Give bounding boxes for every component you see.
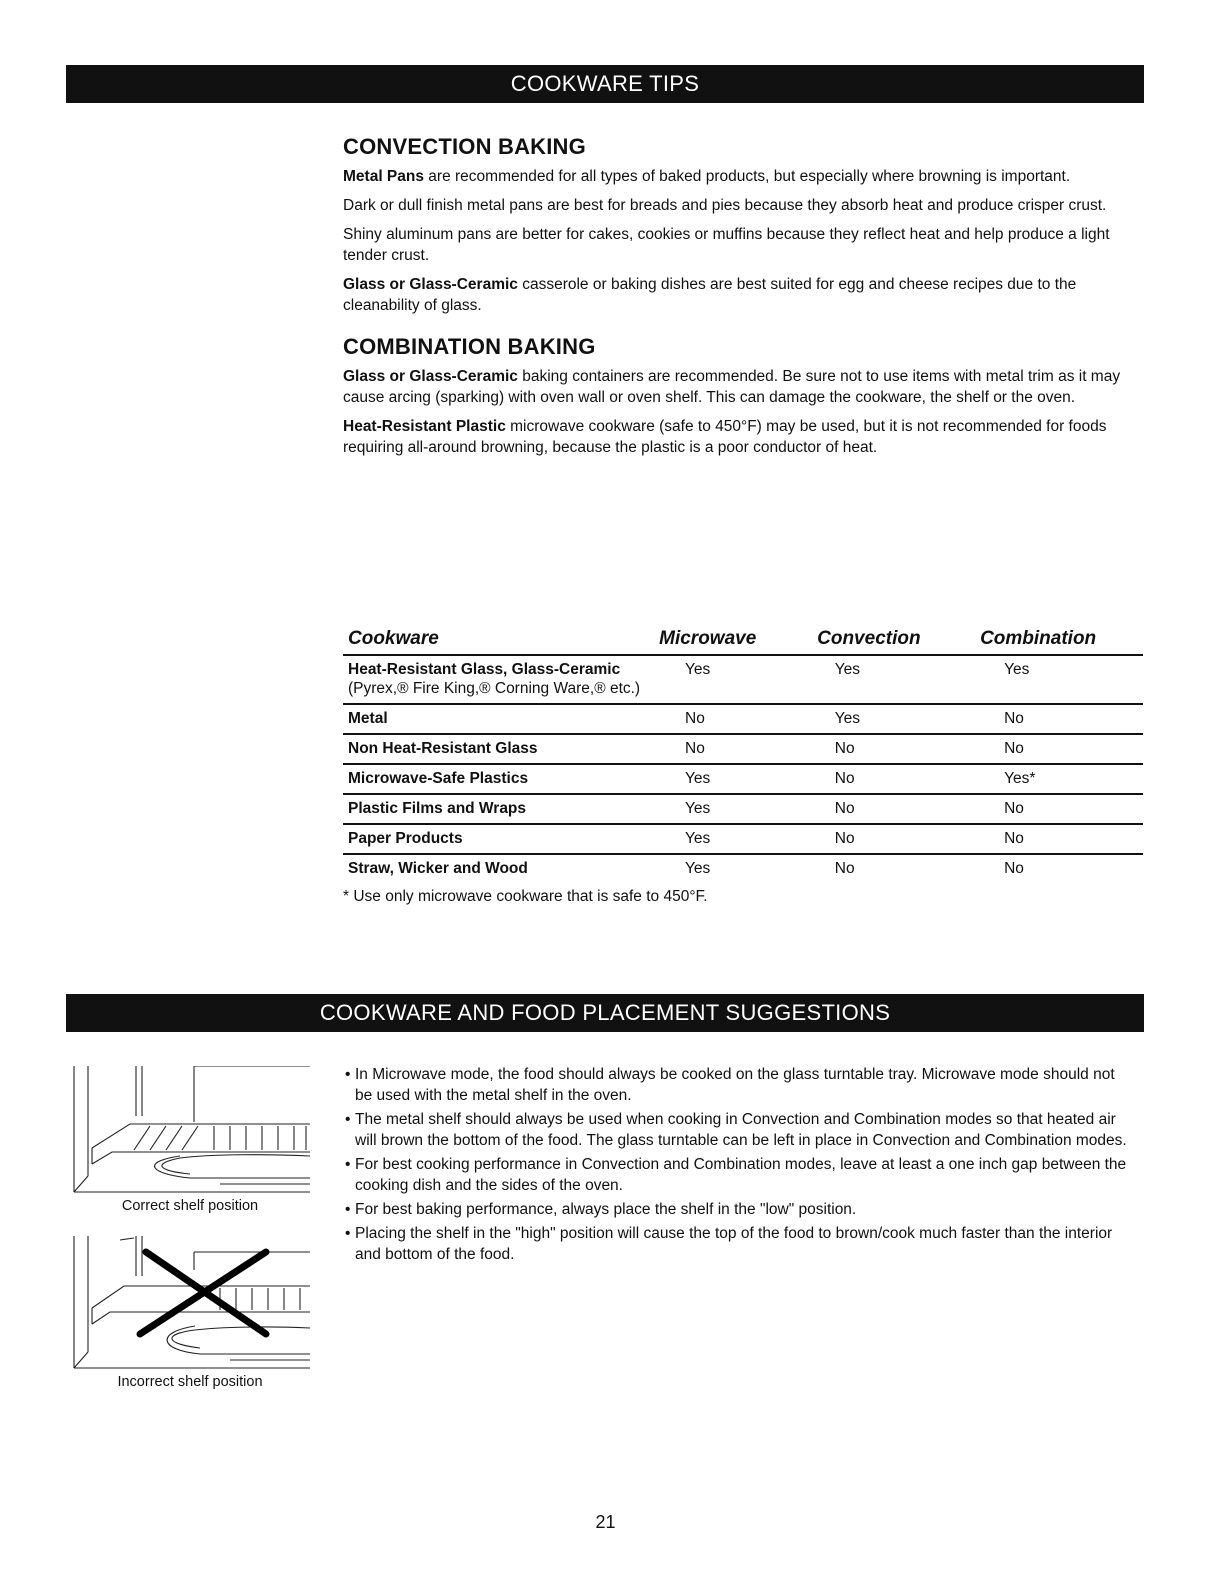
convection-baking-section [343,134,1143,466]
bullet-icon: • [345,1225,351,1242]
microwave-cell: Yes [685,830,711,847]
cookware-examples: (Pyrex,® Fire King,® Corning Ware,® etc.) [348,680,641,697]
bullet-icon: • [345,1111,351,1128]
microwave-cell: Yes [685,661,711,678]
table-row [343,795,1143,825]
convection-cell: No [834,800,855,817]
combination-cell: No [1004,800,1024,817]
table-row [343,825,1143,855]
incorrect-shelf-caption: Incorrect shelf position [117,1374,263,1390]
list-item [343,1109,1133,1151]
convection-paragraph-2: Dark or dull finish metal pans are best for breads and pies because they absorb heat and produce crisper crust. [343,197,1107,214]
header-combination: Combination [980,628,1097,649]
paragraph-text: casserole or baking dishes are best suited for egg and cheese recipes due to the cleanability of glass. [343,276,1077,314]
convection-cell: No [834,770,855,787]
header-microwave: Microwave [659,628,757,649]
convection-paragraph-4 [343,274,1143,316]
placement-suggestions-banner: COOKWARE AND FOOD PLACEMENT SUGGESTIONS [66,994,1144,1032]
convection-paragraph-1 [343,166,1143,187]
table-row [343,855,1143,883]
microwave-cell: Yes [685,860,711,877]
table-row [343,705,1143,735]
table-header-row [343,620,1143,656]
bold-term: Metal Pans [343,168,424,185]
cookware-table [343,620,1143,906]
combination-heading: COMBINATION BAKING [343,334,596,359]
combination-cell: No [1004,710,1024,727]
cookware-name: Heat-Resistant Glass, Glass-Ceramic [348,661,621,678]
table-row [343,735,1143,765]
cookware-name: Straw, Wicker and Wood [348,860,528,877]
x-mark-icon [140,1252,266,1334]
microwave-cell: Yes [685,770,711,787]
convection-cell: No [834,740,855,757]
bullet-text: For best cooking performance in Convection and Combination modes, leave at least a one inch gap between the cooking dish and the sides of the oven. [355,1156,1127,1194]
combination-cell: No [1004,830,1024,847]
bullet-text: For best baking performance, always place the shelf in the "low" position. [355,1201,857,1218]
bold-term: Glass or Glass-Ceramic [343,368,518,385]
bullet-icon: • [345,1066,351,1083]
combination-paragraph-2 [343,416,1143,458]
bullet-text: The metal shelf should always be used when cooking in Convection and Combination modes so that heated air will brown the bottom of the food. The glass turntable can be left in place in Convection and Combination modes. [355,1111,1127,1149]
bullet-text: In Microwave mode, the food should always be cooked on the glass turntable tray. Microwave mode should not be used with the metal shelf in the oven. [355,1066,1115,1104]
bold-term: Heat-Resistant Plastic [343,418,506,435]
cookware-cell [343,656,645,703]
microwave-cell: No [685,740,705,757]
convection-cell: Yes [834,661,861,678]
bullet-icon: • [345,1156,351,1173]
cookware-name: Metal [348,710,388,727]
bullet-icon: • [345,1201,351,1218]
correct-shelf-figure [70,1066,310,1214]
cookware-name: Non Heat-Resistant Glass [348,740,538,757]
table-footnote: * Use only microwave cookware that is safe to 450°F. [343,888,708,905]
cookware-tips-banner: COOKWARE TIPS [66,65,1144,103]
cookware-name: Plastic Films and Wraps [348,800,527,817]
list-item [343,1199,1133,1220]
bold-term: Glass or Glass-Ceramic [343,276,518,293]
cookware-name: Paper Products [348,830,463,847]
list-item [343,1223,1133,1265]
paragraph-text: microwave cookware (safe to 450°F) may be used, but it is not recommended for foods requiring all-around browning, because the plastic is a poor conductor of heat. [343,418,1107,456]
page-number: 21 [595,1512,616,1532]
cookware-name: Microwave-Safe Plastics [348,770,529,787]
convection-paragraph-3: Shiny aluminum pans are better for cakes, cookies or muffins because they reflect heat and help produce a light tender crust. [343,226,1110,264]
convection-cell: Yes [834,710,861,727]
combination-paragraph-1 [343,366,1143,408]
combination-cell: No [1004,740,1024,757]
incorrect-shelf-illustration [70,1236,310,1370]
convection-cell: No [834,830,855,847]
convection-heading: CONVECTION BAKING [343,134,586,159]
placement-bullet-list [343,1064,1133,1268]
combination-cell: Yes* [1004,770,1036,787]
bullet-text: Placing the shelf in the "high" position will cause the top of the food to brown/cook much faster than the interior and bottom of the food. [355,1225,1113,1263]
table-row [343,656,1143,705]
table-row [343,765,1143,795]
paragraph-text: baking containers are recommended. Be sure not to use items with metal trim as it may cause arcing (sparking) with oven wall or oven shelf. This can damage the cookware, the shelf or the oven. [343,368,1121,406]
list-item [343,1064,1133,1106]
list-item [343,1154,1133,1196]
convection-cell: No [834,860,855,877]
combination-cell: Yes [1004,661,1030,678]
header-cookware: Cookware [348,628,439,649]
combination-cell: No [1004,860,1024,877]
correct-shelf-illustration [70,1066,310,1194]
paragraph-text: are recommended for all types of baked products, but especially where browning is important. [423,168,1071,185]
correct-shelf-caption: Correct shelf position [121,1198,259,1214]
microwave-cell: No [685,710,705,727]
microwave-cell: Yes [685,800,711,817]
incorrect-shelf-figure [70,1236,310,1390]
header-convection: Convection [817,628,921,649]
